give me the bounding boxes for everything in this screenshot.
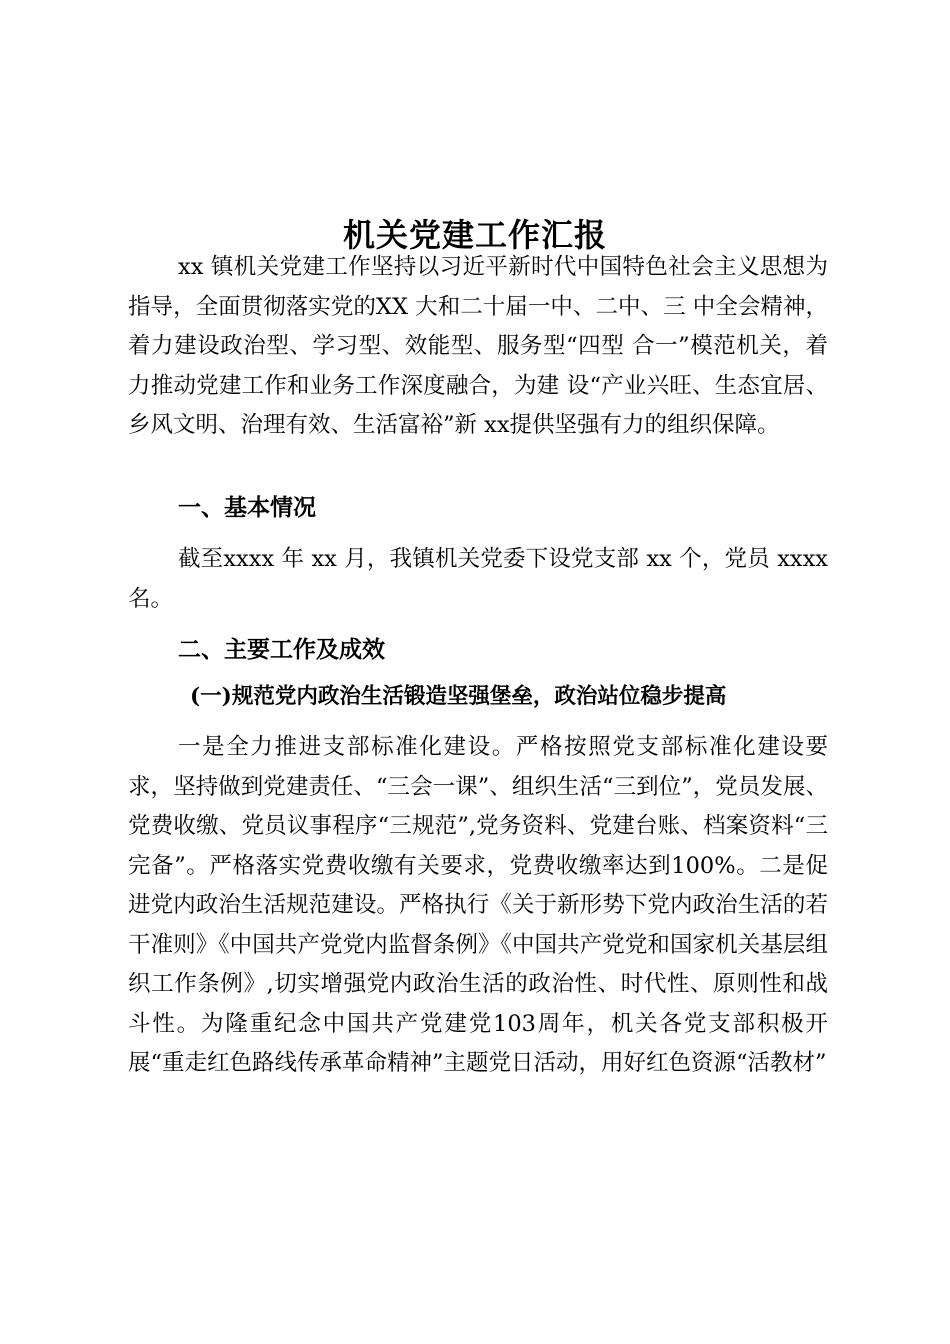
basic-situation-paragraph: 截至xxxx 年 xx 月，我镇机关党委下设党支部 xx 个，党员 xxxx名。: [128, 546, 828, 612]
section-heading-main-work: 二、主要工作及成效: [178, 637, 385, 663]
subsection-heading: (一)规范党内政治生活锻造坚强堡垒，政治站位稳步提高: [190, 684, 727, 709]
intro-paragraph: xx 镇机关党建工作坚持以习近平新时代中国特色社会主义思想为指导，全面贯彻落实党的XX 大和二十届一中、二中、三 中全会精神，着力建设政治型、学习型、效能型、服务型“四型 合一”模范机关，着力推动党建工作和业务工作深度融合，为建 设“产业兴旺、生态宜居、乡风文明、治理有效、生活富裕”新 xx提供坚强有力的组织保障。: [128, 254, 828, 438]
section-heading-basic: 一、基本情况: [178, 495, 316, 521]
document-title: 机关党建工作汇报: [342, 216, 607, 255]
main-work-paragraph: 一是全力推进支部标准化建设。严格按照党支部标准化建设要求，坚持做到党建责任、“三会一课”、组织生活“三到位”，党员发展、党费收缴、党员议事程序“三规范”,党务资料、党建台账、档案资料“三完备”。严格落实党费收缴有关要求，党费收缴率达到100%。二是促进党内政治生活规范建设。严格执行《关于新形势下党内政治生活的若干准则》《中国共产党党内监督条例》《中国共产党党和国家机关基层组织工作条例》,切实增强党内政治生活的政治性、时代性、原则性和战斗性。为隆重纪念中国共产党建党103周年，机关各党支部积极开展“重走红色路线传承革命精神”主题党日活动，用好红色资源“活教材”: [128, 734, 828, 1076]
